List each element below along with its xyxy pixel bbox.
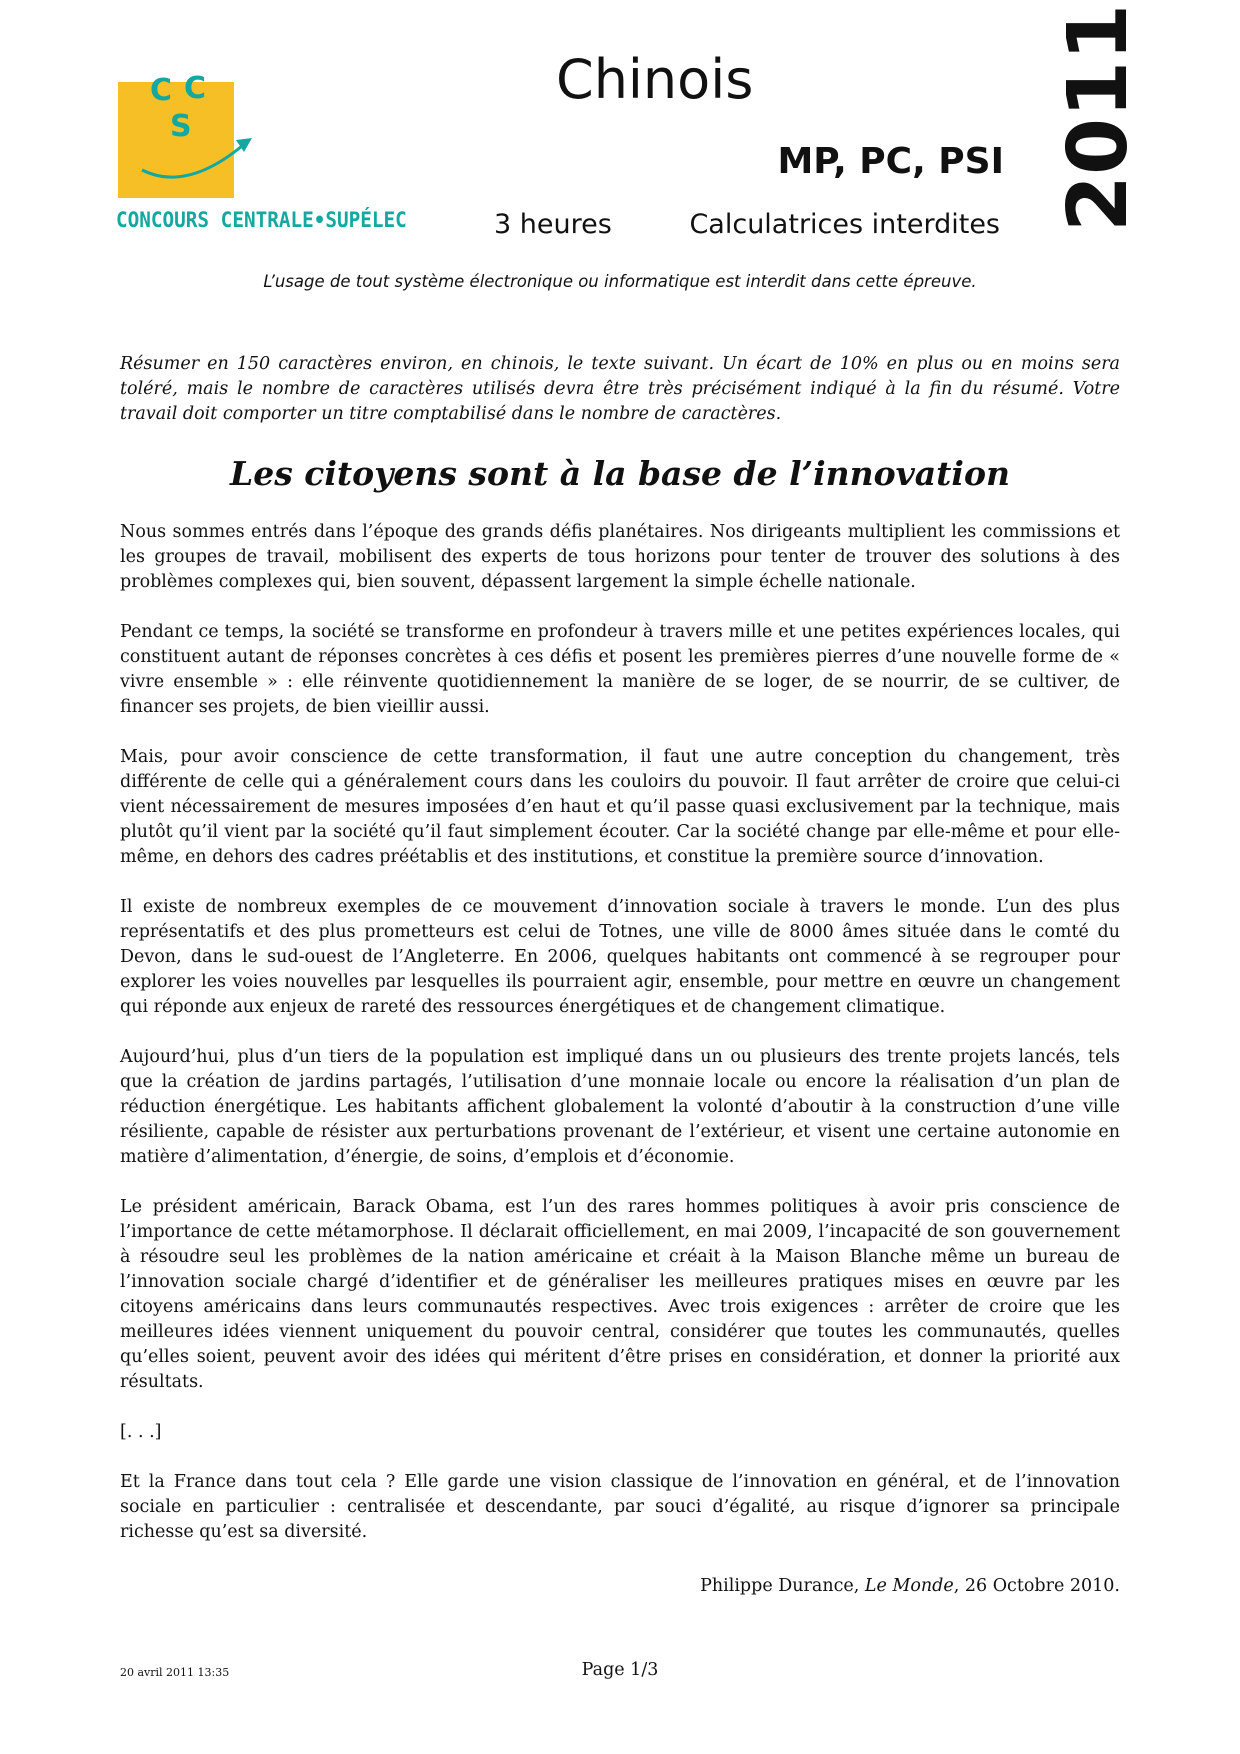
usage-notice: L’usage de tout système électronique ou informatique est interdit dans cette épreuve. — [263, 272, 977, 291]
signature-date: , 26 Octobre 2010. — [953, 1576, 1120, 1596]
calculators-notice: Calculatrices interdites — [689, 209, 1000, 240]
duration: 3 heures — [494, 209, 612, 240]
filieres: MP, PC, PSI — [777, 141, 1004, 182]
article-paragraph: Nous sommes entrés dans l’époque des grands défis planétaires. Nos dirigeants multiplient les commissions et les groupes de travail, mobilisent des experts de tous horizons pour tenter de trouver des solutions à des problèmes complexes qui, bien souvent, dépassent largement la simple échelle nationale. — [120, 522, 1120, 592]
article-title: Les citoyens sont à la base de l’innovation — [230, 454, 1010, 493]
article-paragraph: Mais, pour avoir conscience de cette transformation, il faut une autre conception du changement, très différente de celle qui a généralement cours dans les couloirs du pouvoir. Il faut arrêter de croire que celui-ci vient nécessairement de mesures imposées d’en haut et qu’il passe quasi exclusivement par la technique, mais plutôt qu’il vient par la société qu’il faut simplement écouter. Car la société change par elle-même et pour elle-même, en dehors des cadres préétablis et des institutions, et constitue la première source d’innovation. — [120, 747, 1120, 867]
concours-logo — [116, 71, 407, 240]
logo-swoosh-icon — [116, 80, 266, 190]
page-number: Page 1/3 — [581, 1660, 659, 1680]
logo-letter-s: S — [170, 109, 192, 144]
footer-timestamp: 20 avril 2011 13:35 — [120, 1666, 230, 1679]
logo-letter-c1: C — [150, 73, 173, 108]
article-body — [120, 520, 1120, 1570]
article-paragraph: Aujourd’hui, plus d’un tiers de la population est impliqué dans un ou plusieurs des trente projets lancés, tels que la création de jardins partagés, l’utilisation d’une monnaie locale ou encore la réalisation d’un plan de réduction énergétique. Les habitants affichent globalement la volonté d’aboutir à la construction d’une ville résiliente, capable de résister aux perturbations provenant de l’extérieur, et visent une certaine autonomie en matière d’alimentation, d’énergie, de soins, d’emplois et d’économie. — [120, 1047, 1120, 1167]
instructions: Résumer en 150 caractères environ, en chinois, le texte suivant. Un écart de 10% en plus ou en moins sera toléré, mais le nombre de caractères utilisés devra être très précisément indiqué à la fin du résumé. Votre travail doit comporter un titre comptabilisé dans le nombre de caractères. — [120, 354, 1120, 424]
signature-source: Le Monde — [864, 1576, 954, 1596]
article-paragraph: Le président américain, Barack Obama, est l’un des rares hommes politiques à avoir pris conscience de l’importance de cette métamorphose. Il déclarait officiellement, en mai 2009, l’incapacité de son gouvernement à résoudre seul les problèmes de la nation américaine et créait à la Maison Blanche même un bureau de l’innovation sociale chargé d’identifier et de généraliser les meilleures pratiques mises en œuvre par les citoyens américains dans leurs communautés respectives. Avec trois exigences : arrêter de croire que les meilleures idées viennent uniquement du pouvoir central, considérer que toutes les communautés, quelles qu’elles soient, peuvent avoir des idées qui méritent d’être prises en considération, et donner la priorité aux résultats. — [120, 1197, 1120, 1392]
logo-caption: CONCOURS CENTRALE•SUPÉLEC — [116, 208, 407, 232]
subject-title: Chinois — [556, 48, 754, 111]
exam-year: 2011 — [1051, 3, 1146, 232]
logo-letter-c2: C — [184, 71, 207, 106]
signature-author: Philippe Durance, — [700, 1576, 865, 1596]
article-signature — [700, 1574, 1120, 1599]
article-ellipsis: [. . .] — [120, 1422, 162, 1442]
article-paragraph: Et la France dans tout cela ? Elle garde une vision classique de l’innovation en général, et de l’innovation sociale en particulier : centralisée et descendante, par souci d’égalité, au risque d’ignorer sa principale richesse qu’est sa diversité. — [120, 1472, 1120, 1542]
article-paragraph: Pendant ce temps, la société se transforme en profondeur à travers mille et une petites expériences locales, qui constituent autant de réponses concrètes à ces défis et posent les premières pierres d’une nouvelle forme de « vivre ensemble » : elle réinvente quotidiennement la manière de se loger, de se nourrir, de se cultiver, de financer ses projets, de bien vieillir aussi. — [120, 622, 1120, 717]
article-paragraph: Il existe de nombreux exemples de ce mouvement d’innovation sociale à travers le monde. L’un des plus représentatifs et des plus prometteurs est celui de Totnes, une ville de 8000 âmes située dans le comté du Devon, dans le sud-ouest de l’Angleterre. En 2006, quelques habitants ont commencé à se regrouper pour explorer les voies nouvelles par lesquelles ils pourraient agir, ensemble, pour mettre en œuvre un changement qui réponde aux enjeux de rareté des ressources énergétiques et de changement climatique. — [120, 897, 1120, 1017]
